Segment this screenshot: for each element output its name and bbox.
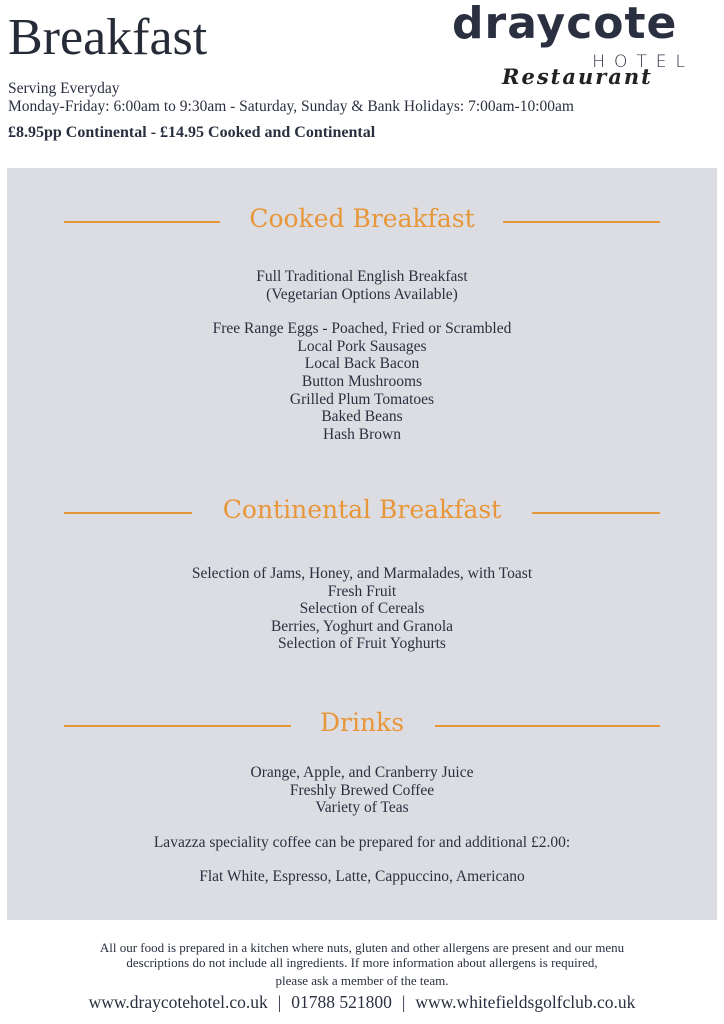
opening-hours: Monday-Friday: 6:00am to 9:30am - Saturday, Sunday & Bank Holidays: 7:00am-10:00am bbox=[8, 98, 574, 115]
menu-item: Local Pork Sausages bbox=[297, 337, 427, 355]
allergen-line: descriptions do not include all ingredients. If more information about allergens is required, bbox=[126, 955, 598, 970]
menu-item: Baked Beans bbox=[321, 408, 403, 426]
menu-item: Selection of Cereals bbox=[299, 600, 425, 618]
divider bbox=[503, 221, 660, 223]
draycote-logo bbox=[452, 0, 702, 92]
divider bbox=[64, 725, 291, 727]
divider bbox=[64, 512, 192, 514]
menu-item: Selection of Jams, Honey, and Marmalades, with Toast bbox=[191, 565, 533, 582]
drinks-section bbox=[7, 708, 717, 886]
price-text: £8.95pp Continental - £14.95 Cooked and Continental bbox=[8, 124, 376, 141]
menu-item: Grilled Plum Tomatoes bbox=[289, 390, 435, 408]
phone-number[interactable]: 01788 521800 bbox=[291, 992, 392, 1012]
lavazza-note: Lavazza speciality coffee can be prepared for and additional £2.00: bbox=[153, 833, 571, 851]
coffee-options: Flat White, Espresso, Latte, Cappuccino, Americano bbox=[199, 868, 525, 886]
menu-item: Orange, Apple, and Cranberry Juice bbox=[250, 764, 474, 781]
menu-item: Variety of Teas bbox=[315, 799, 409, 817]
logo-hotel: HOTEL bbox=[592, 52, 694, 72]
menu-item: Local Back Bacon bbox=[304, 355, 420, 373]
menu-item: Hash Brown bbox=[323, 425, 401, 443]
menu-item: Berries, Yoghurt and Granola bbox=[270, 617, 454, 635]
logo-restaurant: Restaurant bbox=[502, 64, 653, 89]
separator: | bbox=[277, 992, 282, 1012]
divider bbox=[532, 512, 660, 514]
menu-item: Fresh Fruit bbox=[327, 582, 397, 600]
menu-item: Freshly Brewed Coffee bbox=[289, 781, 435, 799]
menu-panel bbox=[7, 168, 717, 920]
logo-brand: draycote bbox=[452, 0, 678, 49]
menu-item: Full Traditional English Breakfast bbox=[256, 268, 468, 285]
website-link[interactable]: www.draycotehotel.co.uk bbox=[88, 992, 268, 1012]
divider bbox=[64, 221, 220, 223]
menu-item: Button Mushrooms bbox=[301, 372, 423, 390]
allergen-notice bbox=[0, 940, 724, 988]
cooked-section bbox=[7, 204, 717, 443]
serving-text: Serving Everyday bbox=[8, 80, 120, 97]
menu-item: Selection of Fruit Yoghurts bbox=[278, 635, 446, 653]
golf-website-link[interactable]: www.whitefieldsgolfclub.co.uk bbox=[415, 992, 636, 1012]
allergen-line: please ask a member of the team. bbox=[275, 973, 449, 988]
page-title: Breakfast bbox=[8, 9, 208, 66]
continental-section bbox=[7, 495, 717, 653]
divider bbox=[435, 725, 660, 727]
section-heading: Continental Breakfast bbox=[217, 495, 507, 524]
menu-item: (Vegetarian Options Available) bbox=[266, 285, 458, 303]
contact-bar bbox=[0, 992, 724, 1013]
section-heading: Cooked Breakfast bbox=[243, 204, 480, 233]
menu-item: Free Range Eggs - Poached, Fried or Scrambled bbox=[212, 320, 512, 338]
separator: | bbox=[401, 992, 406, 1012]
section-heading: Drinks bbox=[314, 708, 410, 737]
allergen-line: All our food is prepared in a kitchen where nuts, gluten and other allergens are present and our menu bbox=[99, 940, 625, 955]
